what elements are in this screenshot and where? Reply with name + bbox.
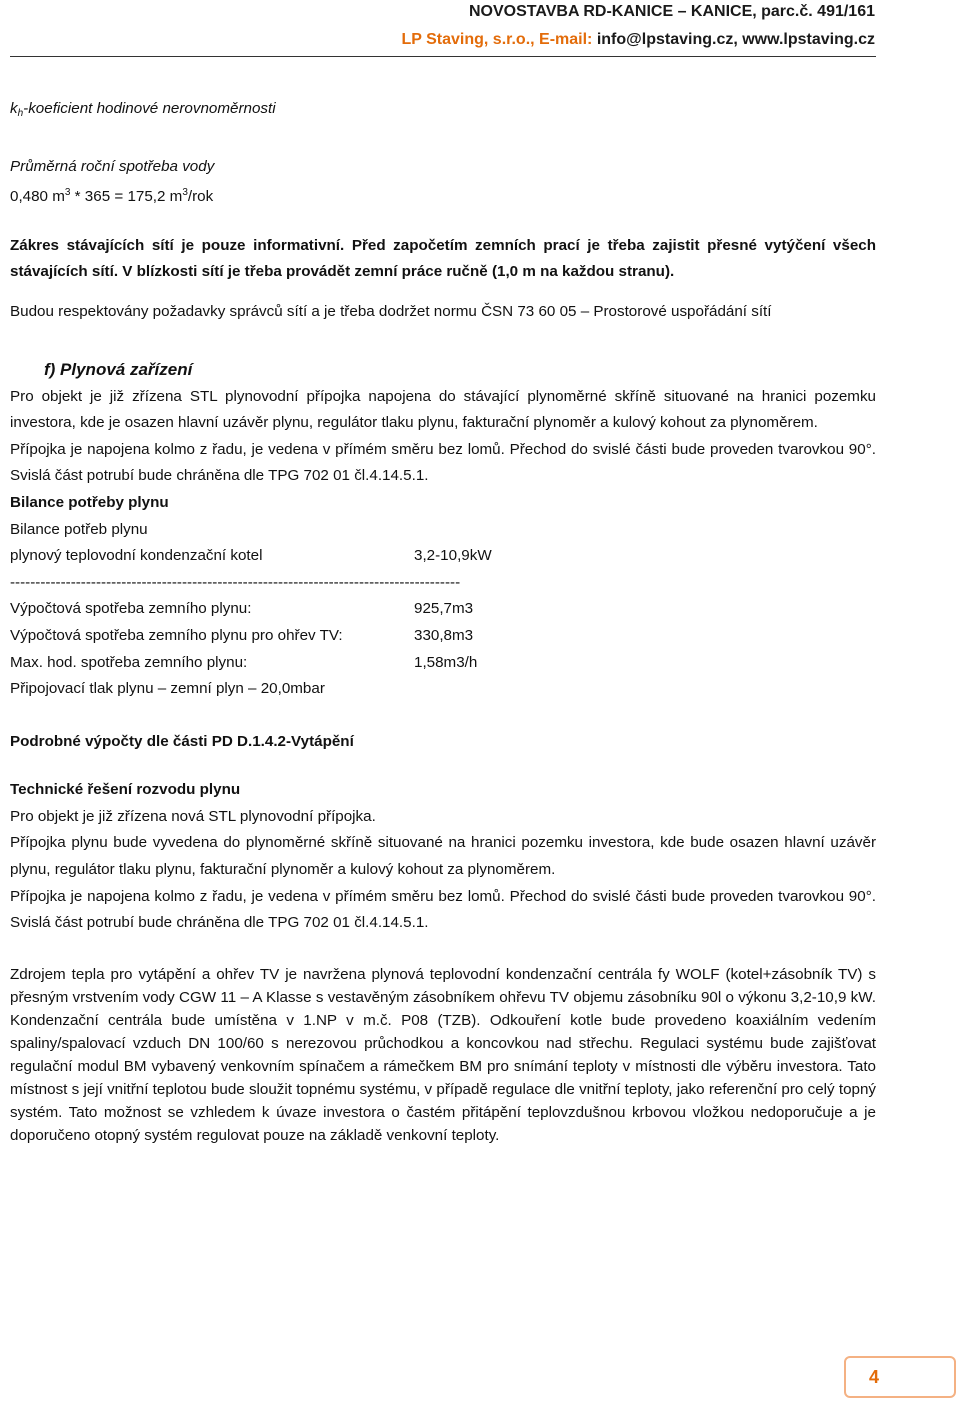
tech-paragraph-3: Přípojka je napojena kolmo z řadu, je vedena v přímém směru bez lomů. Přechod do svislé části bude proveden tvarovkou 90°. Svislá část potrubí bude chráněna dle TPG 702 01 čl.4.14.5.1.: [10, 887, 876, 932]
consumption-label: Výpočtová spotřeba zemního plynu:: [10, 600, 252, 618]
project-title: NOVOSTAVBA RD-KANICE – KANICE, parc.č. 491/161: [468, 3, 875, 20]
formula-part-a: 0,480 m: [10, 188, 65, 206]
detailed-calc-title: Podrobné výpočty dle části PD D.1.4.2-Vytápění: [10, 732, 354, 750]
annual-consumption-title: Průměrná roční spotřeba vody: [10, 157, 215, 175]
page-number: 4: [868, 1366, 879, 1387]
connection-pressure: Připojovací tlak plynu – zemní plyn – 20,0mbar: [10, 680, 325, 698]
tech-paragraph-1: Pro objekt je již zřízena nová STL plynovodní přípojka.: [10, 807, 376, 825]
formula-sup-1: 3: [64, 187, 71, 199]
gas-paragraph-1: Pro objekt je již zřízena STL plynovodní přípojka napojena do stávající plynoměrné skříně situované na hranici pozemku investora, kde je osazen hlavní uzávěr plynu, regulátor tlaku plynu, fakturační plynoměr a kulový kohout za plynoměrem.: [10, 387, 876, 432]
kh-subscript: h: [17, 108, 24, 119]
consumption-label: Max. hod. spotřeba zemního plynu:: [10, 653, 248, 671]
dashed-separator: -----------------------------------------------------------------------------------------: [10, 573, 461, 591]
kh-k: k: [10, 100, 18, 117]
contact-links[interactable]: info@lpstaving.cz, www.lpstaving.cz: [592, 31, 875, 48]
consumption-row: [10, 623, 876, 650]
consumption-label: Výpočtová spotřeba zemního plynu pro ohřev TV:: [10, 626, 343, 644]
consumption-value: 925,7m3: [414, 600, 474, 618]
consumption-row: [10, 596, 876, 623]
document-body: [10, 96, 876, 1147]
page-number-box: [844, 1356, 956, 1398]
network-warning: Zákres stávajících sítí je pouze informativní. Před započetím zemních prací je třeba zajistit přesné vytýčení všech stávajících sítí. V blízkosti sítí je třeba provádět zemní práce ručně (1,0 m na každou stranu).: [10, 236, 876, 281]
company-name: LP Staving, s.r.o.,: [401, 31, 535, 48]
kh-coefficient: [10, 96, 876, 128]
annual-consumption-formula: [10, 180, 876, 211]
boiler-row: [10, 543, 876, 570]
gas-balance-title: Bilance potřeby plynu: [10, 493, 169, 511]
section-title-gas: f) Plynová zařízení: [44, 359, 193, 379]
boiler-value: 3,2-10,9kW: [414, 547, 492, 565]
formula-part-c: /rok: [187, 188, 214, 206]
gas-paragraph-2: Přípojka je napojena kolmo z řadu, je vedena v přímém směru bez lomů. Přechod do svislé části bude proveden tvarovkou 90°. Svislá část potrubí bude chráněna dle TPG 702 01 čl.4.14.5.1.: [10, 440, 876, 485]
tech-paragraph-2: Přípojka plynu bude vyvedena do plynoměrné skříně situované na hranici pozemku investora, kde bude osazen hlavní uzávěr plynu, regulátor tlaku plynu, fakturační plynoměr a kulový kohout za plynoměrem.: [10, 834, 876, 879]
formula-sup-2: 3: [182, 187, 188, 199]
consumption-row: [10, 650, 876, 677]
heating-paragraph: Zdrojem tepla pro vytápění a ohřev TV je navržena plynová teplovodní kondenzační centrála fy WOLF (kotel+zásobník TV) s přesným vrstvením vody CGW 11 – A Klasse s vestavěným zásobníkem ohřevu TV objemu zásobníku 90l o výkonu 3,2-10,9 kW. Kondenzační centrála bude umístěna v 1.NP v m.č. P08 (TZB). Odkouření kotle bude provedeno koaxiálním vedením spaliny/spalovací vzduch DN 100/60 s nerezovou průchodkou a koncovkou nad střechu. Regulaci systému bude zajišťovat regulační modul BM vybavený venkovním spínačem a rámečkem BM pro snímání teploty v místnosti dle výběru investora. Tato místnost s její vnitřní teplotou bude sloužit topnému systému, v případě regulace dle vnitřní teploty, jako referenční pro celý topný systém. Tato možnost se vzhledem k úvaze investora o častém přitápění teplovzdušnou krbovou vložkou nedoporučuje a je doporučeno otopný systém regulovat pouze na základě venkovní teploty.: [10, 965, 876, 1144]
norm-note: Budou respektovány požadavky správců sítí a je třeba dodržet normu ČSN 73 60 05 – Prostorové uspořádání sítí: [10, 302, 772, 320]
email-label: E-mail:: [534, 31, 593, 48]
gas-balance-subtitle: Bilance potřeb plynu: [10, 520, 148, 538]
kh-text: -koeficient hodinové nerovnoměrnosti: [23, 100, 276, 117]
tech-solution-title: Technické řešení rozvodu plynu: [10, 781, 241, 799]
boiler-label: plynový teplovodní kondenzační kotel: [10, 547, 263, 565]
header-divider: [10, 56, 876, 57]
consumption-value: 1,58m3/h: [414, 653, 478, 671]
consumption-value: 330,8m3: [414, 626, 474, 644]
company-contact: [402, 30, 875, 50]
formula-part-b: * 365 = 175,2 m: [70, 188, 183, 206]
page-header: [402, 2, 875, 50]
